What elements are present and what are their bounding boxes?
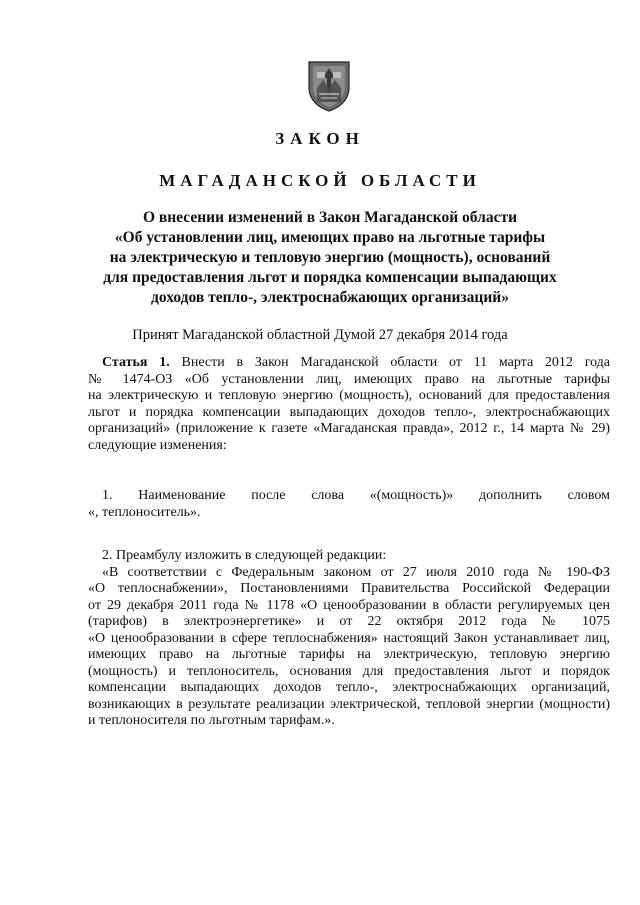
item-2-line: имеющих право на льготные тарифы на электрическую, тепловую энергию [88, 647, 610, 662]
article-1-line: организаций» (приложение к газете «Магаданская правда», 2012 г., 14 марта № 29) [88, 421, 610, 436]
law-title: ЗАКОН [275, 129, 365, 148]
subject-line: для предоставления льгот и порядка компенсации выпадающих [103, 269, 557, 286]
article-1-line: льгот и порядка компенсации выпадающих доходов тепло-, электроснабжающих [88, 404, 610, 420]
item-2-line: «В соответствии с Федеральным законом от 27 июля 2010 года № 190-ФЗ [102, 564, 610, 580]
subject-line: на электрическую и тепловую энергию (мощность), оснований [109, 249, 551, 266]
item-2 [88, 548, 610, 730]
article-1-label: Статья 1. [102, 355, 170, 370]
subject-line: «Об установлении лиц, имеющих право на льготные тарифы [114, 229, 546, 246]
article-1-line [88, 355, 610, 372]
item-2-line: (мощность) и теплоноситель, основания для предоставления льгот и порядок [88, 663, 610, 679]
item-2-line: и теплоносителя по льготным тарифам.». [88, 713, 335, 728]
article-1-line: следующие изменения: [88, 437, 227, 453]
article-1 [88, 355, 610, 454]
item-2-line: компенсации выпадающих доходов тепло-, электроснабжающих организаций, [88, 680, 610, 695]
item-2-heading: 2. Преамбулу изложить в следующей редакции: [102, 548, 387, 563]
item-2-line: (тарифов) в электроэнергетике» и от 22 октября 2012 года № 1075 [88, 614, 610, 629]
article-1-line: на электрическую и тепловую энергию (мощность), оснований для предоставления [88, 388, 610, 403]
adoption-note: Принят Магаданской областной Думой 27 декабря 2014 года [132, 327, 508, 343]
item-2-line: «О теплоснабжении», Постановлениями Правительства Российской Федерации [88, 581, 610, 596]
item-2-line: от 29 декабря 2011 года № 1178 «О ценообразовании в области регулируемых цен [88, 597, 610, 613]
region-title: МАГАДАНСКОЙ ОБЛАСТИ [159, 171, 481, 190]
item-2-line: «О ценообразовании в сфере теплоснабжения» настоящий Закон устанавливает лиц, [88, 630, 610, 646]
law-subject [40, 208, 620, 308]
article-1-text: Внести в Закон Магаданской области от 11 марта 2012 года [181, 355, 611, 370]
subject-line: О внесении изменений в Закон Магаданской области [142, 209, 518, 226]
item-1-line: «, теплоноситель». [88, 504, 201, 520]
item-1 [88, 488, 610, 521]
subject-line: доходов тепло-, электроснабжающих организаций» [151, 289, 509, 306]
item-1-line: 1. Наименование после слова «(мощность)» дополнить словом [102, 488, 610, 503]
coat-of-arms-icon [305, 58, 353, 112]
item-2-line: возникающих в результате реализации электрической, тепловой энергии (мощности) [88, 696, 610, 712]
article-1-line: № 1474-ОЗ «Об установлении лиц, имеющих право на льготные тарифы [88, 371, 610, 387]
